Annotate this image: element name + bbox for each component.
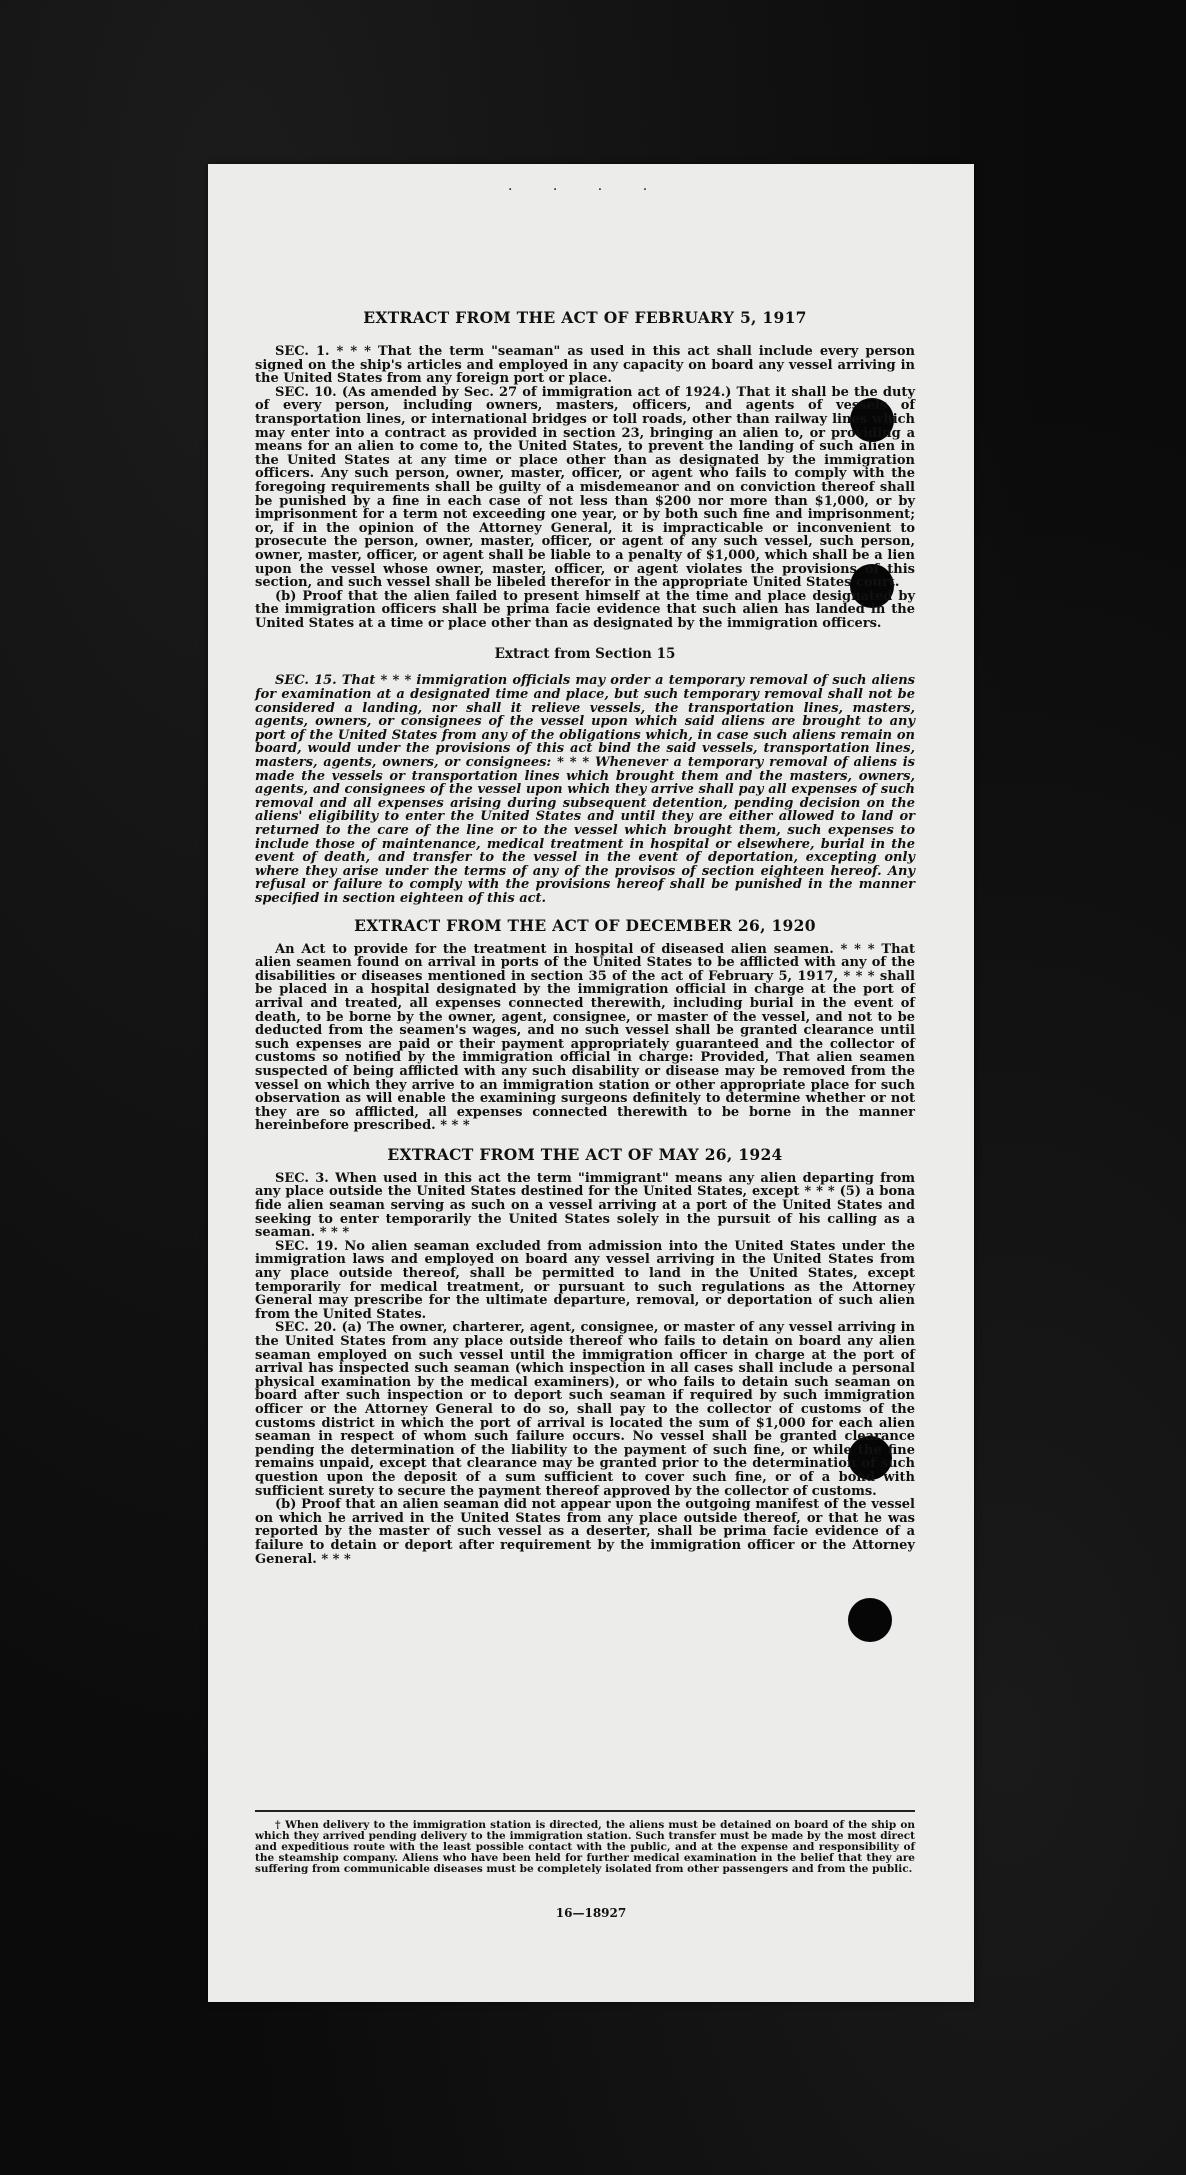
punch-hole — [848, 1598, 892, 1642]
section-15-text: SEC. 15. That * * * immigration officials may order a temporary removal of such aliens for examination at a designated time and place, but such temporary removal shall not be considered a landing, nor shall it relieve vessels, the transportation lines, masters, agents, owners, or consignees of the vessel upon which said aliens are brought to any port of the United States from any of the obligations which, in case such aliens remain on board, would under the provisions of this act bind the said vessels, transportation lines, masters, agents, owners, or consignees: * * * Whenever a temporary removal of aliens is made the vessels or transportation lines which brought them and the masters, owners, agents, and consignees of the vessel upon which they arrive shall pay all expenses of such removal and all expenses arising during subsequent detention, pending decision on the aliens' eligibility to enter the United States and until they are either allowed to land or returned to the care of the line or to the vessel which brought them, such expenses to include those of maintenance, medical treatment in hospital or elsewhere, burial in the event of death, and transfer to the vessel in the event of deportation, excepting only where they arise under the terms of any of the provisos of section eighteen hereof. Any refusal or failure to comply with the provisions hereof shall be punished in the manner specified in section eighteen of this act. — [255, 673, 915, 906]
section-20-text: SEC. 20. (a) The owner, charterer, agent, consignee, or master of any vessel arriving in the United States from any place outside thereof who fails to detain on board any alien seaman employed on such vessel until the immigration officer in charge at the port of arrival has inspected such seaman (which inspection in all cases shall include a personal physical examination by the medical examiners), or who fails to detain such seaman on board after such inspection or to deport such seaman if required by such immigration officer or the Attorney General to do so, shall pay to the collector of customs of the customs district in which the port of arrival is located the sum of $1,000 for each alien seaman in respect of whom such failure occurs. No vessel shall be granted clearance pending the determination of the liability to the payment of such fine, or while the fine remains unpaid, except that clearance may be granted prior to the determination of such question upon the deposit of a sum sufficient to cover such fine, or of a bond with sufficient surety to secure the payment thereof approved by the collector of customs. — [255, 1320, 915, 1499]
section-10-text: SEC. 10. (As amended by Sec. 27 of immigration act of 1924.) That it shall be the duty of every person, including owners, masters, officers, and agents of vessels of transportation lines, or international bridges or toll roads, other than railway lines which may enter into a contract as provided in section 23, bringing an alien to, or providing a means for an alien to come to, the United States, to prevent the landing of such alien in the United States at any time or place other than as designated by the immigration officers. Any such person, owner, master, officer, or agent who fails to comply with the foregoing requirements shall be guilty of a misdemeanor and on conviction thereof shall be punished by a fine in each case of not less than $200 nor more than $1,000, or by imprisonment for a term not exceeding one year, or by both such fine and imprisonment; or, if in the opinion of the Attorney General, it is impracticable or inconvenient to prosecute the person, owner, master, officer, or agent of any such vessel, such person, owner, master, officer, or agent shall be liable to a penalty of $1,000, which shall be a lien upon the vessel whose owner, master, officer, or agent violates the provisions of this section, and such vessel shall be libeled therefor in the appropriate United States court. — [255, 384, 915, 591]
section-1-text: SEC. 1. * * * That the term "seaman" as used in this act shall include every person signed on the ship's articles and employed in any capacity on board any vessel arriving in the United States from any foreign port or place. — [255, 344, 915, 387]
heading-act-1920: EXTRACT FROM THE ACT OF DECEMBER 26, 1920 — [354, 915, 816, 935]
subheading-section-15: Extract from Section 15 — [494, 646, 676, 663]
document-page — [208, 164, 974, 2002]
footnote-rule — [255, 1810, 915, 1812]
heading-act-1924: EXTRACT FROM THE ACT OF MAY 26, 1924 — [387, 1144, 783, 1164]
section-19-text: SEC. 19. No alien seaman excluded from admission into the United States under the immigration laws and employed on board any vessel arriving in the United States from any place outside thereof, shall be permitted to land in the United States, except temporarily for medical treatment, or pursuant to such regulations as the Attorney General may prescribe for the ultimate departure, removal, or deportation of such alien from the United States. — [255, 1238, 915, 1322]
footnote-text: † When delivery to the immigration station is directed, the aliens must be detained on board of the ship on which they arrived pending delivery to the immigration station. Such transfer must be made by the most direct and expeditious route with the least possible contact with the public, and at the expense and responsibility of the steamship company. Aliens who have been held for further medical examination in the belief that they are suffering from communicable diseases must be completely isolated from other passengers and from the public. — [255, 1819, 915, 1875]
section-3-text: SEC. 3. When used in this act the term "immigrant" means any alien departing from any place outside the United States destined for the United States, except * * * (5) a bona fide alien seaman serving as such on a vessel arriving at a port of the United States and seeking to enter temporarily the United States solely in the pursuit of his calling as a seaman. * * * — [255, 1170, 915, 1241]
section-10b-text: (b) Proof that the alien failed to present himself at the time and place designated by the immigration officers shall be prima facie evidence that such alien has landed in the United States at a time or place other than as designated by the immigration officers. — [255, 588, 915, 631]
section-20b-text: (b) Proof that an alien seaman did not appear upon the outgoing manifest of the vessel on which he arrived in the United States from any place outside thereof, or that he was reported by the master of such vessel as a deserter, shall be prima facie evidence of a failure to detain or deport after requirement by the immigration officer or the Attorney General. * * * — [255, 1497, 915, 1567]
document-body — [255, 308, 915, 1566]
page-number: 16—18927 — [555, 1906, 627, 1920]
heading-act-1917: EXTRACT FROM THE ACT OF FEBRUARY 5, 1917 — [363, 308, 807, 327]
page-marks: · · · · — [508, 182, 666, 198]
footnote — [255, 1810, 915, 1875]
act-1920-text: An Act to provide for the treatment in hospital of diseased alien seamen. * * * That alien seamen found on arrival in ports of the United States to be afflicted with any of the disabilities or diseases mentioned in section 35 of the act of February 5, 1917, * * * shall be placed in a hospital designated by the immigration official in charge at the port of arrival and treated, all expenses connected therewith, including burial in the event of death, to be borne by the owner, agent, consignee, or master of the vessel, and not to be deducted from the seamen's wages, and no such vessel shall be granted clearance until such expenses are paid or their payment appropriately guaranteed and the collector of customs so notified by the immigration official in charge: Provided, That alien seamen suspected of being afflicted with any such disability or disease may be removed from the vessel on which they arrive to an immigration station or other appropriate place for such observation as will enable the examining surgeons definitely to determine whether or not they are so afflicted, all expenses connected therewith to be borne in the manner hereinbefore prescribed. * * * — [255, 941, 915, 1134]
